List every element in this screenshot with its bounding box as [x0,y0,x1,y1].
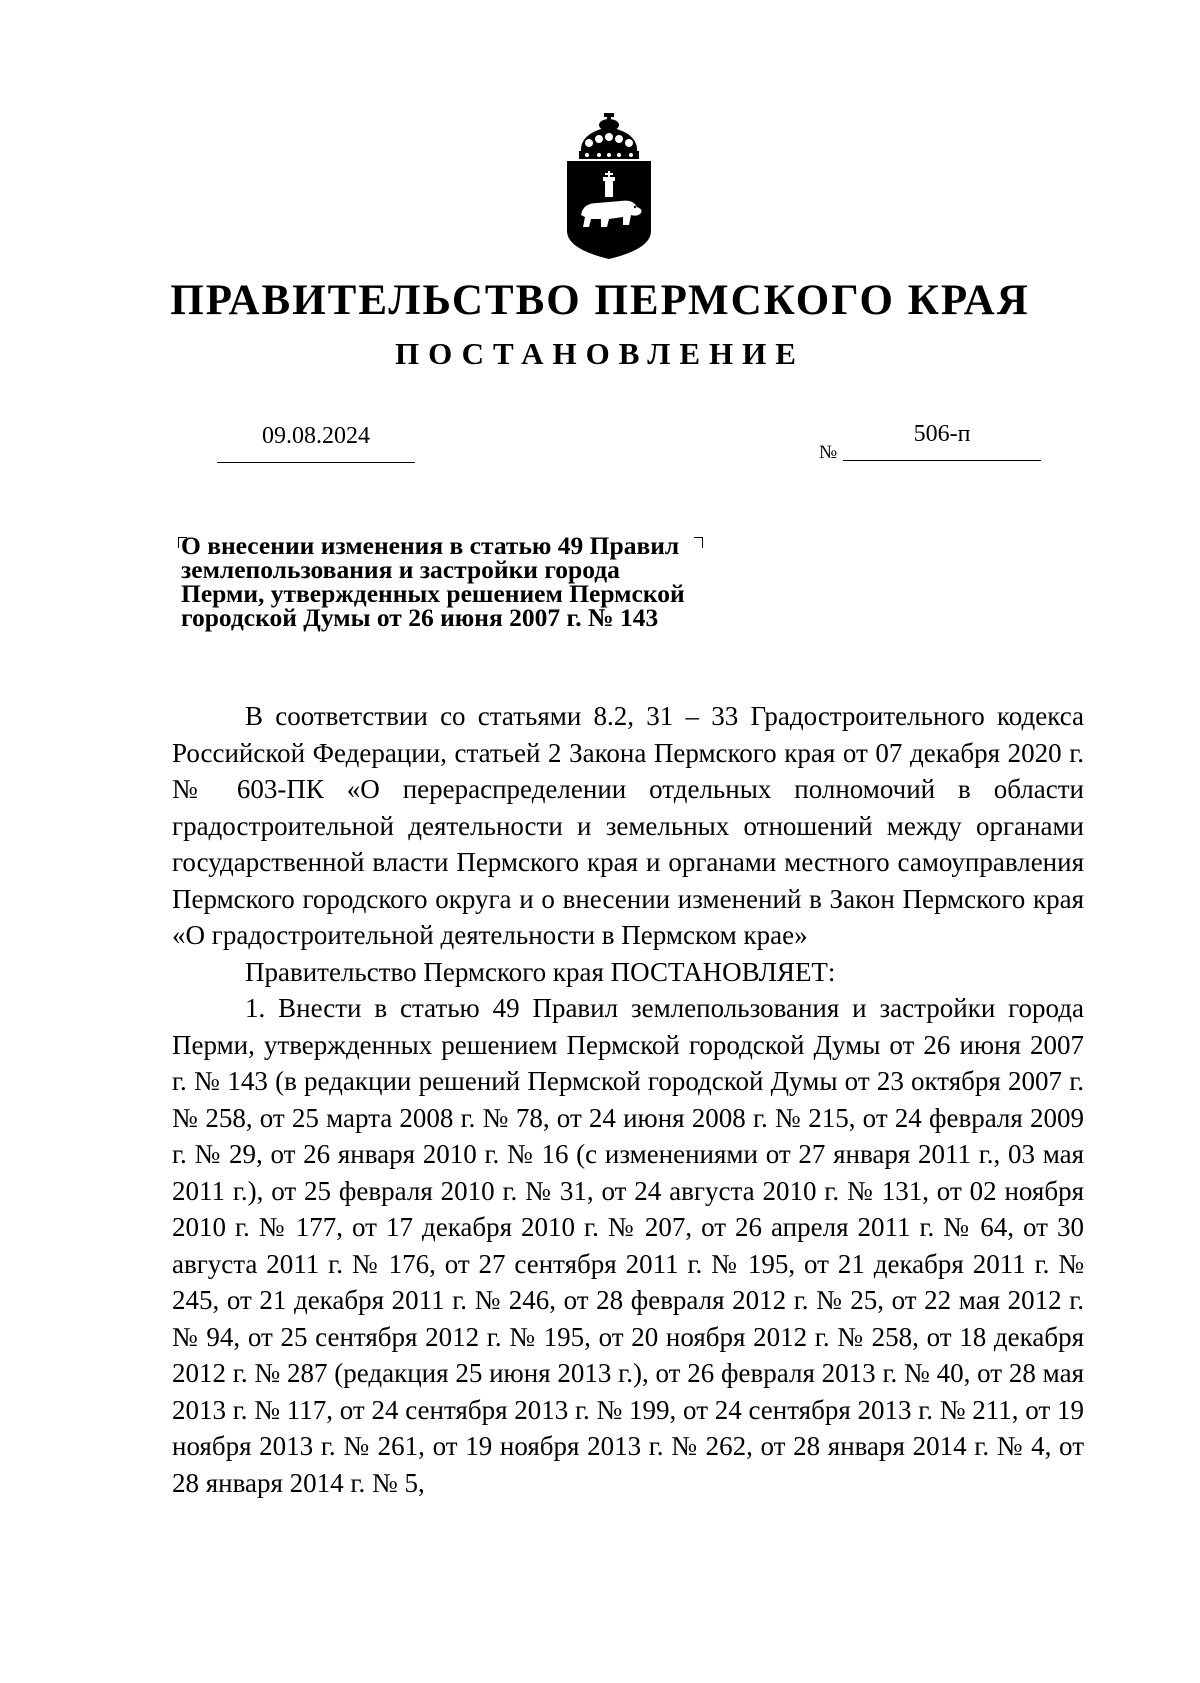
document-type: ПОСТАНОВЛЕНИЕ [395,336,805,371]
preamble-paragraph: В соответствии со статьями 8.2, 31 – 33 Градостроительного кодекса Российской Федерации, статьей 2 Закона Пермского края от 07 декабря 2020 г. № 603-ПК «О перераспределении отдельных полномочий в области градостроительной деятельности и земельных отношений между органами государственной власти Пермского края и органами местного самоуправления Пермского городского округа и о внесении изменений в Закон Пермского края «О градостроительной деятельности в Пермском крае» [172,701,1084,950]
number-field [843,418,1041,461]
document-body [172,698,1084,1501]
subject-line: городской Думы от 26 июня 2007 г. № 143 [181,603,659,632]
date-field [217,420,415,463]
subject-line: Перми, утвержденных решением Пермской [181,579,685,608]
subject-line: землепользования и застройки города [181,555,620,584]
coat-of-arms-icon [563,113,655,261]
item-1-paragraph: 1. Внести в статью 49 Правил землепользования и застройки города Перми, утвержденных решением Пермской городской Думы от 26 июня 2007 г. № 143 (в редакции решений Пермской городской Думы от 23 октября 2007 г. № 258, от 25 марта 2008 г. № 78, от 24 июня 2008 г. № 215, от 24 февраля 2009 г. № 29, от 26 января 2010 г. № 16 (с изменениями от 27 января 2011 г., 03 мая 2011 г.), от 25 февраля 2010 г. № 31, от 24 августа 2010 г. № 131, от 02 ноября 2010 г. № 177, от 17 декабря 2010 г. № 207, от 26 апреля 2011 г. № 64, от 30 августа 2011 г. № 176, от 27 сентября 2011 г. № 195, от 21 декабря 2011 г. № 245, от 21 декабря 2011 г. № 246, от 28 февраля 2012 г. № 25, от 22 мая 2012 г. № 94, от 25 сентября 2012 г. № 195, от 20 ноября 2012 г. № 258, от 18 декабря 2012 г. № 287 (редакция 25 июня 2013 г.), от 26 февраля 2013 г. № 40, от 28 мая 2013 г. № 117, от 24 сентября 2013 г. № 199, от 24 сентября 2013 г. № 211, от 19 ноября 2013 г. № 261, от 19 ноября 2013 г. № 262, от 28 января 2014 г. № 4, от 28 января 2014 г. № 5, [172,993,1084,1498]
document-subject [181,531,781,632]
number-sign: № [819,442,838,463]
resolves-paragraph: Правительство Пермского края ПОСТАНОВЛЯЕТ: [245,956,836,987]
document-number: 506-п [913,421,971,447]
document-date: 09.08.2024 [262,423,370,449]
government-title: ПРАВИТЕЛЬСТВО ПЕРМСКОГО КРАЯ [170,277,1030,324]
crown-icon [579,113,639,159]
subject-line: О внесении изменения в статью 49 Правил [181,531,680,560]
